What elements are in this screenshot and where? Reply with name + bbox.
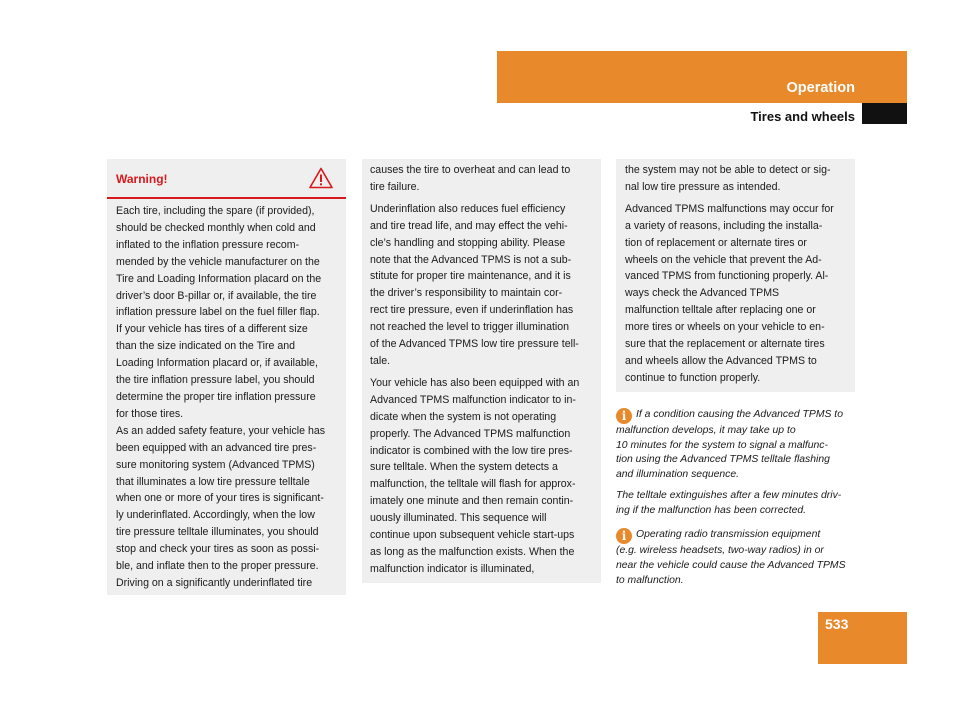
text-line: vanced TPMS from functioning properly. Al- [625, 270, 829, 283]
text-line: sure monitoring system (Advanced TPMS) [116, 458, 315, 471]
text-line: the driver’s responsibility to maintain cor- [370, 287, 563, 300]
text-line: than the size indicated on the Tire and [116, 340, 296, 353]
text-line: stitute for proper tire maintenance, and it is [370, 270, 571, 283]
text-line: Driving on a significantly underinflated tire [116, 576, 313, 589]
section-header-bar [497, 51, 907, 103]
text-line: sure telltale. When the system detects a [370, 461, 558, 474]
text-line: more tires or wheels on your vehicle to en- [625, 321, 825, 334]
text-line: 10 minutes for the system to signal a malfunc- [616, 439, 828, 451]
text-line: i Operating radio transmission equipment [616, 528, 856, 544]
text-line: continue upon subsequent vehicle start-ups [370, 529, 575, 542]
text-line: If your vehicle has tires of a different size [116, 323, 308, 336]
text-line: mended by the vehicle manufacturer on the [116, 255, 320, 268]
text-line: been equipped with an advanced tire pres- [116, 441, 317, 454]
text-line: stop and check your tires as soon as possi- [116, 543, 320, 556]
text-line: driver’s door B-pillar or, if available, the tire [116, 289, 317, 302]
text-line: Advanced TPMS malfunctions may occur for [625, 202, 834, 215]
info-note-1 [616, 408, 856, 483]
text-line: Your vehicle has also been equipped with an [370, 376, 580, 389]
text-line: dicate when the system is not operating [370, 410, 557, 423]
warning-panel [107, 159, 346, 595]
text-line: of the Advanced TPMS low tire pressure tell- [370, 338, 579, 351]
text-line: tion using the Advanced TPMS telltale flashing [616, 454, 830, 466]
text-line: tale. [370, 354, 391, 367]
continued-text-panel-2 [616, 159, 855, 392]
text-line: not reached the level to trigger illumination [370, 321, 570, 334]
info-note-2 [616, 528, 856, 588]
text-line: should be checked monthly when cold and [116, 221, 316, 234]
text-line: ly underinflated. Accordingly, when the low [116, 509, 315, 522]
continued-text-panel [362, 159, 601, 583]
text-line: causes the tire to overheat and can lead to [370, 164, 571, 176]
text-line: Advanced TPMS malfunction indicator to in- [370, 393, 576, 406]
info-note-1-extra [616, 489, 856, 518]
text-line: Loading Information placard or, if available, [116, 357, 318, 370]
text-line: tire pressure telltale illuminates, you should [116, 526, 319, 539]
subsection-title: Tires and wheels [750, 109, 855, 124]
info-icon: i [616, 528, 632, 544]
text-line: rect tire pressure, even if underinflation has [370, 304, 574, 317]
text-line: malfunction indicator is illuminated, [370, 562, 535, 575]
warning-label: Warning! [116, 172, 168, 186]
page-number: 533 [825, 616, 849, 632]
subsection-marker [862, 103, 907, 124]
text-line: and wheels allow the Advanced TPMS to [625, 354, 817, 367]
text-line: Underinflation also reduces fuel efficiency [370, 202, 566, 215]
text-line: and illumination sequence. [616, 469, 740, 481]
text-line: the tire inflation pressure label, you should [116, 374, 315, 387]
text-line: nal low tire pressure as intended. [625, 180, 781, 193]
text-line: when one or more of your tires is significant- [116, 492, 324, 505]
text-line: a variety of reasons, including the installa- [625, 219, 823, 232]
text-line: ways check the Advanced TPMS [625, 287, 780, 300]
text-line: the system may not be able to detect or sig- [625, 164, 831, 176]
text-line: continue to function properly. [625, 371, 761, 384]
text-line: near the vehicle could cause the Advanced TPMS [616, 559, 846, 571]
warning-text [116, 203, 340, 592]
text-line: and tire tread life, and may effect the vehi- [370, 219, 568, 232]
text-line: note that the Advanced TPMS is not a sub- [370, 253, 572, 266]
text-line: cle’s handling and stopping ability. Please [370, 236, 566, 249]
text-line: ble, and inflate then to the proper pressure. [116, 560, 319, 573]
text-line: malfunction develops, it may take up to [616, 425, 796, 436]
text-line: malfunction, the telltale will flash for approx- [370, 478, 576, 491]
warning-header [107, 159, 346, 199]
column-3-text [625, 162, 849, 387]
text-line: Tire and Loading Information placard on the [116, 272, 322, 285]
text-line: Each tire, including the spare (if provided), [116, 205, 315, 217]
notes-section [616, 408, 856, 588]
page-number-box [818, 612, 907, 664]
text-line: for those tires. [116, 407, 184, 420]
text-line: uously illuminated. This sequence will [370, 512, 547, 525]
text-line: sure that the replacement or alternate tires [625, 338, 825, 351]
info-icon: i [616, 408, 632, 424]
text-line: ing if the malfunction has been corrected. [616, 504, 807, 516]
text-line: imately one minute and then remain contin- [370, 495, 574, 508]
text-line: The telltale extinguishes after a few minutes driv- [616, 489, 842, 501]
text-line: tion of replacement or alternate tires or [625, 236, 807, 249]
text-line: as long as the malfunction exists. When the [370, 545, 575, 558]
text-line: As an added safety feature, your vehicle has [116, 424, 326, 437]
text-line: indicator is combined with the low tire pres- [370, 444, 573, 457]
text-line: that illuminates a low tire pressure telltale [116, 475, 310, 488]
text-line: inflation pressure label on the fuel filler flap. [116, 306, 320, 319]
column-2-text [370, 162, 595, 578]
text-line: properly. The Advanced TPMS malfunction [370, 427, 571, 440]
section-title: Operation [786, 80, 855, 96]
text-line: to malfunction. [616, 574, 684, 586]
text-line: (e.g. wireless headsets, two-way radios) in or [616, 545, 824, 557]
text-line: determine the proper tire inflation pressure [116, 390, 316, 403]
warning-triangle-icon [309, 167, 333, 189]
text-line: tire failure. [370, 180, 420, 193]
text-line: i If a condition causing the Advanced TPMS to [616, 408, 856, 424]
text-line: malfunction telltale after replacing one or [625, 304, 816, 317]
text-line: inflated to the inflation pressure recom- [116, 238, 300, 251]
text-line: wheels on the vehicle that prevent the Ad- [625, 253, 822, 266]
